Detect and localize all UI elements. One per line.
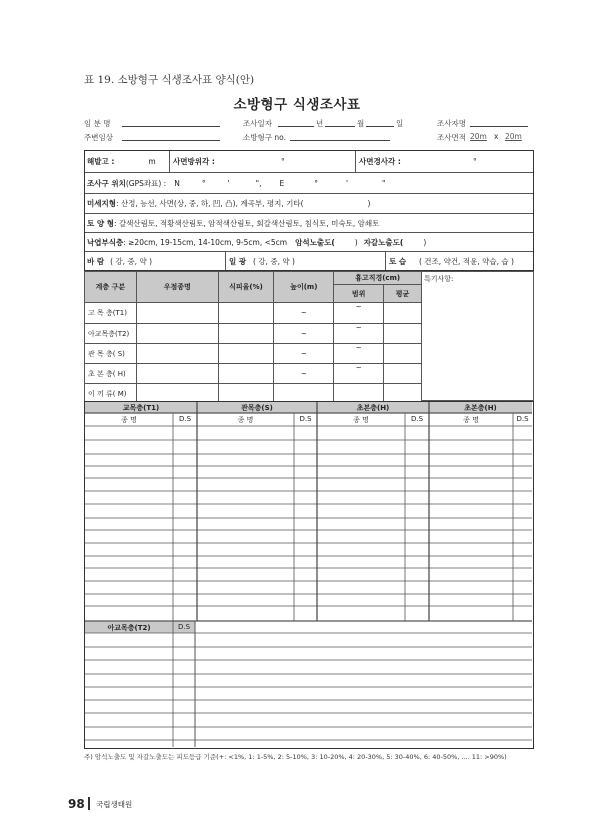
subgroup-header: 아교목층(T2): [107, 624, 151, 632]
dbh-header: 흉고직경(cm): [334, 272, 422, 285]
layer-header: 계층 구분: [85, 272, 137, 303]
surveyor-field[interactable]: [470, 126, 528, 127]
surveyor-label: 조사자명: [437, 119, 466, 128]
month-field[interactable]: [325, 126, 355, 127]
cover-header: 식피율(%): [218, 272, 274, 303]
subgroup-ds-header: D.S: [177, 623, 191, 631]
forest-name-label: 임 분 명: [84, 119, 111, 128]
area-length: 20m: [505, 132, 522, 141]
plot-no-label: 소방형구 no.: [243, 133, 286, 142]
table-caption: 표 19. 소방형구 식생조사표 양식(안): [84, 74, 255, 86]
species-col-header: 종 명: [463, 416, 479, 424]
litter-row: 낙엽부식층 : ≥20cm, 19-15cm, 14-10cm, 9-5cm, <5cm 암석노출도( ) 자갈노출도( ): [85, 233, 533, 252]
ds-col-header: D.S: [299, 415, 312, 423]
species-col-header: 종 명: [353, 416, 369, 424]
group-header: 초본층(H): [464, 404, 497, 412]
table-row: 이 끼 류( M): [85, 384, 422, 404]
height-header: 높이(m): [274, 272, 334, 303]
group-header: 초본층(H): [356, 404, 390, 412]
year-label: 년: [316, 119, 324, 128]
layer-table: [84, 271, 422, 404]
form-title: 소방형구 식생조사표: [233, 97, 361, 113]
plot-no-field[interactable]: [290, 140, 390, 141]
footnote: 주) 암석노출도 및 자갈노출도는 피도등급 기준(+: <1%, 1: 1-5%, 2: 5-10%, 3: 10-20%, 4: 20-30%, 5: 30-40%, 6: 40-50%, .... 11: >90%): [84, 753, 507, 761]
group-header: 교목층(T1): [122, 404, 160, 412]
table-row: 초 본 층( H) ~ ~: [85, 364, 422, 384]
species-grid: [85, 402, 532, 747]
species-col-header: 종 명: [237, 416, 254, 424]
range-header: 범위: [334, 285, 384, 303]
site-info-box: [84, 150, 534, 271]
notes-box[interactable]: [422, 271, 534, 401]
month-label: 월: [357, 119, 365, 128]
table-row: 아교목층(T2) ~ ~: [85, 324, 422, 344]
notes-label: 특기사항:: [424, 275, 454, 283]
day-label: 일: [396, 119, 404, 128]
microtopography-row: 미세지형 : 산정, 능선, 사면(상, 중, 하, 凹, 凸), 계곡부, 평지, 기타( ): [85, 194, 533, 214]
site-row-1: 해발고 : m 사면방위각 : ° 사면경사각 : °: [85, 151, 533, 173]
mean-header: 평균: [384, 285, 422, 303]
ds-col-header: D.S: [178, 415, 192, 423]
area-times: x: [494, 132, 499, 141]
day-field[interactable]: [366, 126, 394, 127]
table-row: 관 목 층( S) ~ ~: [85, 344, 422, 364]
environment-row: 바 람 ( 강, 중, 약 ) 일 광 ( 강, 중, 약 ) 토 습 ( 건조, 약건, 적윤, 약습, 습 ): [85, 252, 533, 270]
species-col-header: 종 명: [121, 416, 137, 424]
surrounding-forest-label: 주변임상: [84, 133, 113, 142]
surrounding-forest-field[interactable]: [122, 140, 220, 141]
ds-col-header: D.S: [410, 415, 424, 423]
survey-date-label: 조사일자: [243, 119, 272, 128]
group-header: 관목층(S): [241, 404, 273, 412]
publisher-name: 국립생태원: [96, 800, 133, 809]
dominant-header: 우점종명: [136, 272, 218, 303]
gps-row: 조사구 위치 (GPS좌표) : N ° ' ", E ° ' ": [85, 173, 533, 194]
page-number: 98: [68, 797, 85, 811]
page-separator: [88, 797, 90, 810]
species-table: [84, 401, 534, 749]
year-field[interactable]: [278, 126, 314, 127]
ds-col-header: D.S: [516, 415, 529, 423]
table-row: 고 목 층(T1) ~ ~: [85, 303, 422, 324]
area-width: 20m: [470, 132, 487, 141]
forest-name-field[interactable]: [122, 126, 220, 127]
survey-area-label: 조사면적: [437, 133, 466, 142]
soil-type-row: 토 양 형 : 갈색산림토, 적황색산림토, 암적색산림토, 회갈색산림토, 침식토, 미숙토, 암쇄토: [85, 214, 533, 233]
